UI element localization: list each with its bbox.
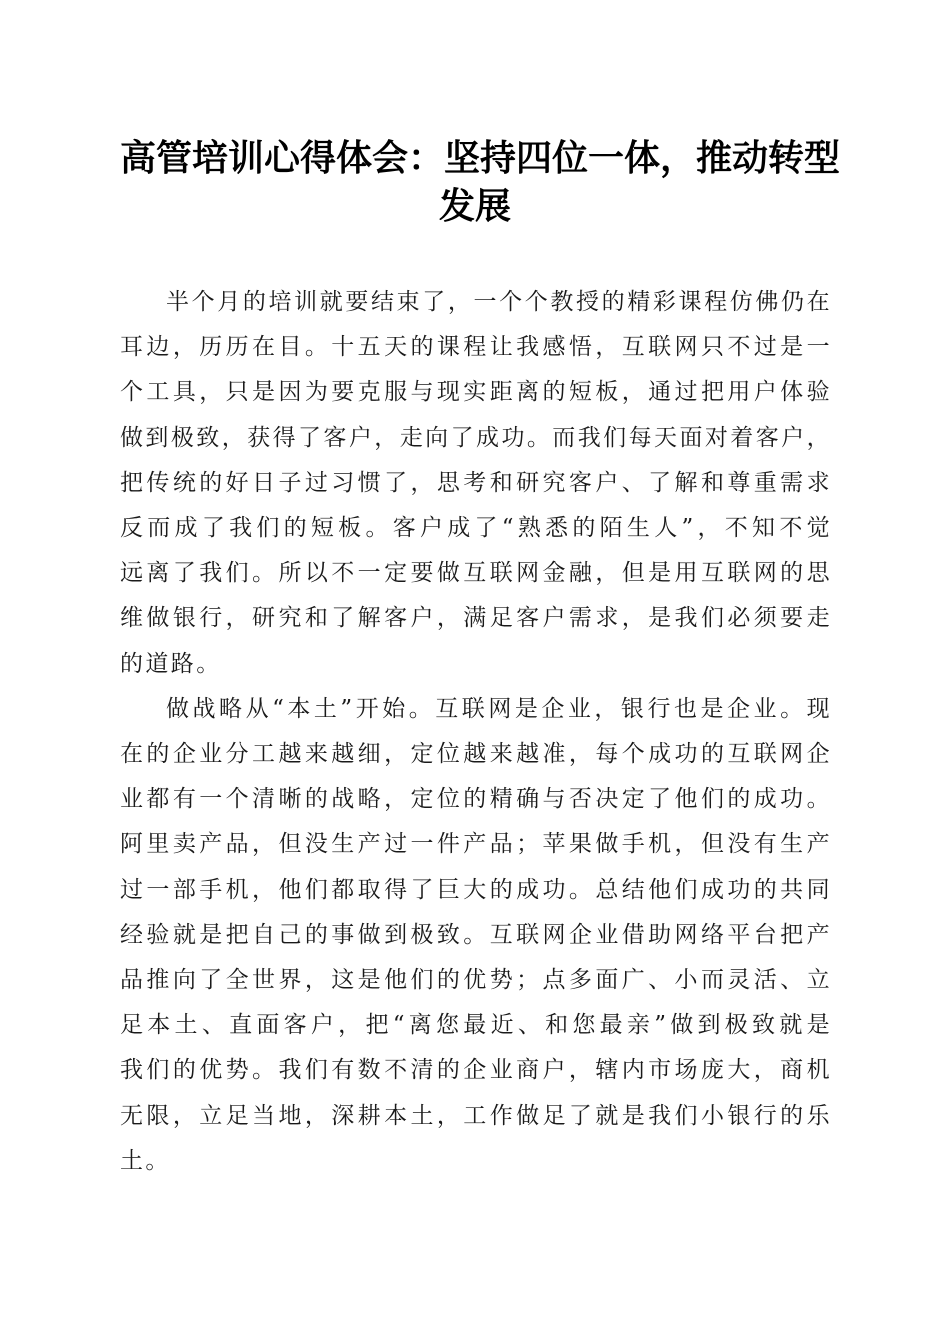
text-line: 过一部手机，他们都取得了巨大的成功。总结他们成功的共同: [120, 876, 832, 903]
text-line: 半个月的培训就要结束了，一个个教授的精彩课程仿佛仍在: [166, 289, 832, 315]
text-line: 无限，立足当地，深耕本土，工作做足了就是我们小银行的乐: [120, 1102, 832, 1129]
text-line: 做战略从“本土”开始。互联网是企业，银行也是企业。现: [166, 695, 832, 722]
document-body: [120, 280, 832, 1184]
text-line: 足本土、直面客户，把“离您最近、和您最亲”做到极致就是: [120, 1012, 832, 1039]
text-line: 耳边，历历在目。十五天的课程让我感悟，互联网只不过是一: [120, 334, 832, 361]
paragraph-2: [120, 687, 832, 1184]
title-line: 高管培训心得体会：坚持四位一体，推动转型: [120, 137, 841, 179]
text-line: 在的企业分工越来越细，定位越来越准，每个成功的互联网企: [120, 741, 832, 768]
text-line: 维做银行，研究和了解客户，满足客户需求，是我们必须要走: [120, 605, 832, 632]
text-line: 品推向了全世界，这是他们的优势；点多面广、小而灵活、立: [120, 967, 832, 994]
title-line: 发展: [438, 185, 511, 227]
text-line: 我们的优势。我们有数不清的企业商户，辖内市场庞大，商机: [120, 1057, 832, 1084]
document-title: [120, 134, 841, 230]
text-line: 把传统的好日子过习惯了，思考和研究客户、了解和尊重需求: [120, 469, 832, 496]
text-line: 远离了我们。所以不一定要做互联网金融，但是用互联网的思: [120, 560, 832, 587]
text-line: 经验就是把自己的事做到极致。互联网企业借助网络平台把产: [120, 921, 832, 948]
paragraph-1: [120, 280, 832, 687]
text-line: 的道路。: [120, 650, 222, 677]
text-line: 个工具，只是因为要克服与现实距离的短板，通过把用户体验: [120, 379, 832, 406]
text-line: 做到极致，获得了客户，走向了成功。而我们每天面对着客户，: [120, 424, 832, 451]
text-line: 业都有一个清晰的战略，定位的精确与否决定了他们的成功。: [120, 786, 832, 813]
text-line: 反而成了我们的短板。客户成了“熟悉的陌生人”，不知不觉: [120, 515, 832, 542]
text-line: 土。: [120, 1147, 171, 1174]
text-line: 阿里卖产品，但没生产过一件产品；苹果做手机，但没有生产: [120, 831, 832, 858]
